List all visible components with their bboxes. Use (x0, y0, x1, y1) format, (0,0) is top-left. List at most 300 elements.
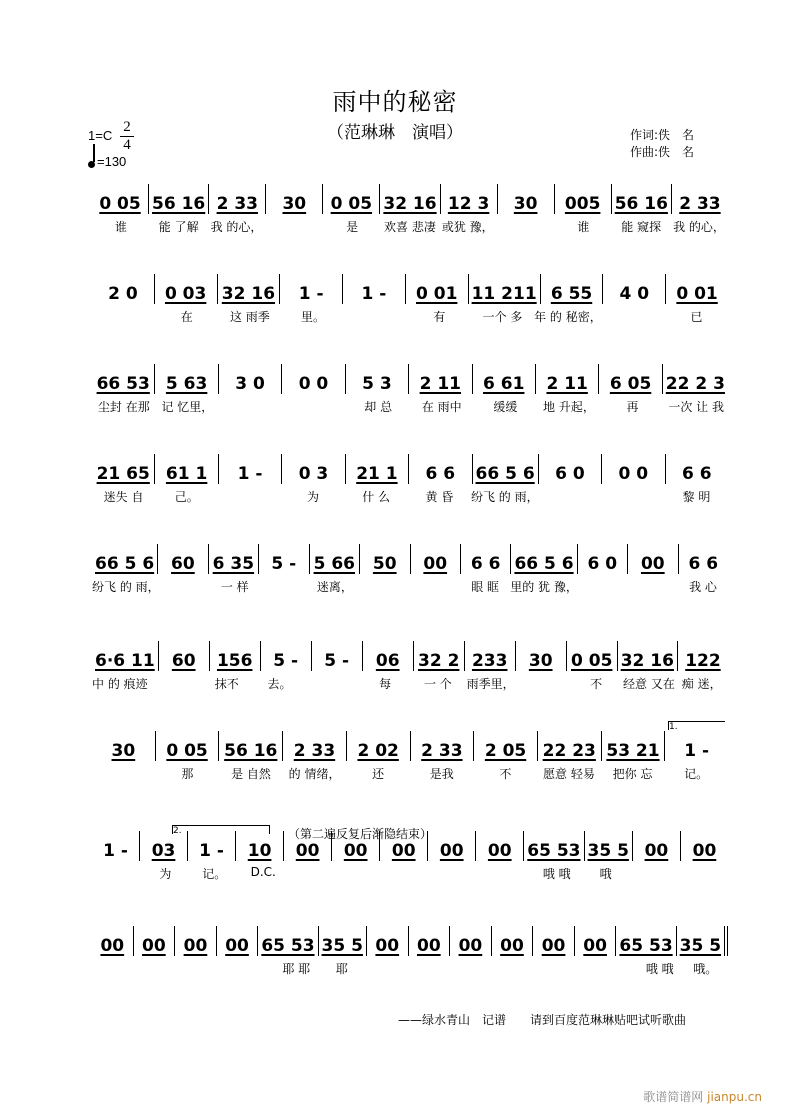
measure (665, 274, 728, 304)
measure-lyrics: 记。 (684, 767, 709, 781)
lyrics-line (92, 765, 728, 782)
measure-notes: 22 2 3 (665, 374, 725, 394)
measure (208, 544, 258, 574)
notes-line (92, 635, 728, 671)
measure-notes: 56 16 (224, 741, 278, 761)
measure-notes: 00 (541, 936, 566, 956)
measure (615, 926, 675, 956)
measure-lyrics: 年 的 秘密， (534, 310, 602, 324)
score-row (92, 538, 728, 598)
measure-notes: 6 0 (587, 554, 618, 574)
measure (464, 641, 515, 671)
measure-lyrics: 愿意 轻易 (543, 767, 595, 781)
measure-lyrics: 有 (433, 310, 446, 324)
composer: 作曲:佚 名 (630, 145, 695, 159)
measure-notes: 2 11 (419, 374, 462, 394)
measure-lyrics (628, 578, 678, 595)
measure (257, 926, 317, 956)
measure-notes: 4 0 (619, 284, 650, 304)
measure-notes: 61 1 (165, 464, 208, 484)
measure (602, 274, 665, 304)
measure-lyrics (92, 960, 137, 977)
measure (671, 184, 728, 214)
measure-notes: 1 - (103, 841, 128, 861)
measure (379, 184, 439, 214)
measure (154, 364, 217, 394)
measure-notes: 1 - (237, 464, 263, 484)
measure (218, 364, 281, 394)
measure-lyrics: 我 的心， (673, 220, 725, 234)
measure-notes: 21 1 (356, 464, 398, 484)
lyrics-line (92, 488, 728, 505)
measure-notes: 2 11 (546, 374, 588, 394)
measure (408, 454, 471, 484)
measure (532, 926, 574, 956)
measure (497, 184, 554, 214)
measure (265, 184, 322, 214)
quarter-note-icon (88, 161, 95, 168)
measure-lyrics: 经意 又在 (623, 677, 675, 691)
measure (601, 454, 664, 484)
measure-notes: 00 (416, 936, 441, 956)
measure-lyrics: 我 的心， (210, 220, 263, 234)
measure (92, 731, 155, 761)
measure-notes: 65 53 (619, 936, 673, 956)
measure-lyrics (630, 865, 679, 882)
measure-lyrics (455, 960, 500, 977)
song-title: 雨中的秘密 (332, 88, 458, 116)
measure-notes: 5 63 (165, 374, 208, 394)
measure-notes: 2 33 (216, 194, 258, 214)
measure-notes: 00 (225, 936, 249, 956)
measure-lyrics: 是 自然 (231, 767, 271, 781)
measure (468, 274, 540, 304)
measure-lyrics: 去。 (267, 677, 292, 691)
measure-lyrics (483, 865, 532, 882)
measure-notes: 60 (171, 554, 195, 574)
measure-lyrics: 能 了解 (158, 220, 199, 234)
measure (148, 184, 208, 214)
measure-lyrics (345, 308, 408, 325)
measure-notes: 32 16 (383, 194, 437, 214)
measure-notes: 2 05 (484, 741, 527, 761)
measure-lyrics: 记。 (202, 867, 227, 881)
lyrics-line (92, 398, 728, 415)
measure-notes: 0 05 (166, 741, 208, 761)
notes-line (92, 725, 728, 761)
measure-notes: 00 (458, 936, 483, 956)
measure-lyrics (365, 960, 410, 977)
measure-notes: 6 6 (688, 554, 719, 574)
measure-lyrics (501, 960, 546, 977)
measure-lyrics: 我 心 (689, 580, 717, 594)
measure-lyrics: 迷失 自 (103, 490, 144, 504)
measure-notes: 2 0 (108, 284, 138, 304)
measure-notes: 6 35 (212, 554, 255, 574)
measure (92, 364, 154, 394)
measure-lyrics (410, 960, 455, 977)
measure-lyrics: 抹不 (214, 677, 239, 691)
measure (598, 364, 661, 394)
measure-lyrics: 欢喜 悲凄 (384, 220, 436, 234)
measure (92, 544, 157, 574)
measure-lyrics: 每 (379, 677, 392, 691)
measure (155, 731, 219, 761)
measure-notes: 32 16 (221, 284, 276, 304)
watermark (643, 1088, 762, 1105)
measure-notes: 32 2 (418, 651, 460, 671)
measure-notes: 6·6 11 (95, 651, 155, 671)
measure-notes: 5 66 (313, 554, 355, 574)
measure-lyrics (497, 218, 555, 235)
measure-notes: 30 (111, 741, 136, 761)
measure-lyrics (160, 578, 210, 595)
measure (584, 831, 632, 861)
measure-lyrics: 哦 哦 (542, 867, 571, 881)
measure-lyrics (517, 675, 570, 692)
measure-notes: 122 (685, 651, 721, 671)
measure-lyrics: 缓缓 (493, 400, 518, 414)
measure (405, 274, 468, 304)
measure (92, 454, 154, 484)
measure (491, 926, 533, 956)
song-subtitle: （范琳琳 演唱） (327, 123, 463, 143)
measure-lyrics: 把你 忘 (612, 767, 653, 781)
measure (677, 641, 728, 671)
measure-notes: 00 (375, 936, 400, 956)
measure-lyrics: 还 (372, 767, 385, 781)
score-row (92, 825, 728, 885)
measure-notes: 00 (391, 841, 416, 861)
measure (473, 731, 537, 761)
measure-notes: 5 3 (362, 374, 392, 394)
measure (362, 641, 413, 671)
measure (174, 926, 216, 956)
notes-line (92, 448, 728, 484)
measure-notes: 56 16 (614, 194, 668, 214)
measure-lyrics (92, 308, 155, 325)
score-row (92, 358, 728, 418)
measure-lyrics: 雨季里， (466, 677, 515, 691)
measure-notes: 1 - (361, 284, 387, 304)
measure-notes: 21 65 (96, 464, 150, 484)
measure-notes: 66 5 6 (95, 554, 155, 574)
measure-notes: 66 5 6 (475, 464, 535, 484)
measure-lyrics: 不 (499, 767, 512, 781)
credits (630, 127, 694, 161)
measure (676, 926, 728, 956)
measure-lyrics: 耶 耶 (282, 962, 311, 976)
measure (475, 831, 523, 861)
measure (235, 831, 283, 861)
measure-lyrics: 在 雨中 (421, 400, 462, 414)
notes-line (92, 920, 728, 956)
measure-lyrics (592, 960, 637, 977)
measure (577, 544, 627, 574)
score-row (92, 268, 728, 328)
measure (408, 926, 450, 956)
measure-lyrics: 谁 (114, 220, 127, 234)
measure-notes: 0 05 (330, 194, 373, 214)
measure-notes: 0 03 (164, 284, 207, 304)
measure-lyrics (218, 488, 281, 505)
measure (540, 274, 603, 304)
measure-lyrics: 的 情绪， (288, 767, 341, 781)
measure (664, 731, 728, 761)
measure-lyrics: 黄 昏 (425, 490, 454, 504)
measure-notes: 00 (487, 841, 512, 861)
measure (157, 544, 207, 574)
measure-notes: 00 (100, 936, 125, 956)
measure-lyrics: 谁 (577, 220, 590, 234)
measure-lyrics (137, 960, 182, 977)
measure-notes: 35 5 (321, 936, 363, 956)
measure-lyrics: 纷飞 的 雨， (92, 580, 160, 594)
measure-lyrics: 已 (690, 310, 703, 324)
measure (342, 274, 405, 304)
measure (279, 274, 342, 304)
measure (460, 544, 510, 574)
measure-lyrics: 哦。 (693, 962, 718, 976)
measure-notes: 10 (247, 841, 272, 861)
measure-notes: 6 0 (555, 464, 585, 484)
measure (318, 926, 366, 956)
measure (92, 184, 148, 214)
measure-notes: 0 05 (99, 194, 141, 214)
measure-notes: 00 (183, 936, 208, 956)
measure-notes: 233 (471, 651, 508, 671)
measure (472, 454, 538, 484)
key-signature: 1=C (88, 128, 113, 143)
measure-lyrics: 地 升起， (543, 400, 595, 414)
measure (410, 544, 460, 574)
measure (92, 641, 158, 671)
measure-lyrics: 里。 (301, 310, 326, 324)
measure (218, 731, 282, 761)
measure (154, 454, 217, 484)
measure (627, 544, 677, 574)
lyrics-line (92, 865, 728, 882)
measure (133, 926, 175, 956)
measure-notes: 0 01 (676, 284, 718, 304)
measure (537, 731, 601, 761)
measure-lyrics: 痴 迷， (681, 677, 722, 691)
measure-notes: 32 16 (620, 651, 674, 671)
lyrics-line (92, 960, 728, 977)
measure-lyrics: 一个 多 (482, 310, 523, 324)
score-row (92, 448, 728, 508)
measure-lyrics (337, 865, 386, 882)
time-signature-top: 2 (123, 119, 131, 135)
notes-line (92, 358, 728, 394)
measure-lyrics: 耶 (335, 962, 348, 976)
measure (617, 641, 677, 671)
measure-lyrics: 中 的 痕迹 (92, 677, 148, 691)
measure (410, 731, 474, 761)
measure (187, 831, 235, 861)
measure-lyrics: 为 (307, 490, 320, 504)
measure (523, 831, 583, 861)
measure-lyrics: 黎 明 (682, 490, 711, 504)
measure-lyrics: 再 (626, 400, 639, 414)
measure-notes: 60 (171, 651, 196, 671)
measure-lyrics: 什 么 (362, 490, 391, 504)
measure-notes: 53 21 (606, 741, 660, 761)
measure-notes: 0 01 (416, 284, 458, 304)
measure (218, 454, 281, 484)
notes-line (92, 538, 728, 574)
measure-notes: 2 33 (293, 741, 336, 761)
measure-notes: 1 - (684, 741, 710, 761)
measure (632, 831, 680, 861)
lyricist: 作词:佚 名 (630, 128, 695, 142)
measure-notes: 00 (439, 841, 464, 861)
measure (574, 926, 616, 956)
measure-lyrics (283, 398, 347, 415)
watermark-en: jianpu.cn (707, 1090, 762, 1104)
measure-notes: 00 (644, 841, 669, 861)
measure-notes: 30 (528, 651, 553, 671)
measure-notes: 50 (372, 554, 397, 574)
measure-notes: 00 (423, 554, 448, 574)
measure-notes: 00 (500, 936, 524, 956)
measure-notes: 1 - (199, 841, 224, 861)
measure (665, 454, 728, 484)
measure-lyrics: 记 忆里， (161, 400, 214, 414)
measure (158, 641, 209, 671)
measure-lyrics: 或犹 豫， (441, 220, 494, 234)
measure (92, 831, 139, 861)
measure-notes: 2 33 (679, 194, 721, 214)
measure-lyrics (92, 865, 141, 882)
measure-notes: 00 (692, 841, 717, 861)
measure (359, 544, 409, 574)
measure-notes: 35 5 (679, 936, 722, 956)
measure-lyrics: 这 雨季 (229, 310, 270, 324)
measure-notes: 6 6 (425, 464, 456, 484)
measure (345, 454, 408, 484)
measure-lyrics (228, 960, 273, 977)
measure (208, 184, 265, 214)
measure (601, 731, 665, 761)
measure-notes: 00 (640, 554, 665, 574)
measure-notes: 56 16 (152, 194, 206, 214)
measure-notes: 00 (343, 841, 368, 861)
measure (472, 364, 535, 394)
measure-lyrics: D.C. (250, 865, 276, 879)
measure-lyrics: 是 (346, 220, 359, 234)
measure (515, 641, 566, 671)
notes-line (92, 178, 728, 214)
measure-lyrics (602, 308, 665, 325)
measure (258, 544, 308, 574)
measure-notes: 0 0 (618, 464, 649, 484)
measure (611, 184, 671, 214)
measure-notes: 6 6 (470, 554, 501, 574)
measure-notes: 6 05 (609, 374, 652, 394)
tempo-marking (88, 148, 126, 169)
measure-lyrics (183, 960, 228, 977)
lyrics-line (92, 578, 728, 595)
measure-notes: 65 53 (261, 936, 315, 956)
measure-notes: 0 3 (298, 464, 329, 484)
measure (345, 364, 408, 394)
measure-lyrics (410, 578, 460, 595)
lyrics-line (92, 308, 728, 325)
measure (282, 731, 346, 761)
measure (408, 364, 471, 394)
measure-notes: 5 - (271, 554, 297, 574)
measure-notes: 156 (216, 651, 253, 671)
measure-lyrics (288, 865, 337, 882)
measure-lyrics: 己。 (174, 490, 199, 504)
measure-lyrics: 哦 (599, 867, 612, 881)
score-row (92, 920, 728, 980)
measure-notes: 6 55 (550, 284, 593, 304)
measure-notes: 03 (151, 841, 176, 861)
measure-lyrics (265, 218, 323, 235)
notes-line (92, 268, 728, 304)
measure-notes: 1 - (298, 284, 324, 304)
measure (449, 926, 491, 956)
performance-note: （第二遍反复后渐隐结束） (288, 827, 433, 841)
measure-lyrics: 那 (181, 767, 194, 781)
measure (366, 926, 408, 956)
tempo-value: =130 (97, 154, 127, 169)
measure-notes: 005 (564, 194, 601, 214)
measure-lyrics: 一 个 (423, 677, 452, 691)
measure-lyrics (539, 488, 602, 505)
measure-lyrics: 里的 犹 豫， (510, 580, 578, 594)
measure-notes: 5 - (273, 651, 299, 671)
measure-notes: 06 (375, 651, 400, 671)
measure-lyrics: 纷飞 的 雨， (470, 490, 539, 504)
measure (281, 364, 344, 394)
measure-lyrics: 能 窥探 (621, 220, 662, 234)
measure (554, 184, 611, 214)
measure (260, 641, 311, 671)
measure-notes: 5 - (324, 651, 350, 671)
measure-notes: 11 211 (471, 284, 537, 304)
measure-notes: 6 61 (483, 374, 525, 394)
measure-lyrics (602, 488, 665, 505)
lyrics-line (92, 218, 728, 235)
measure-lyrics: 哦 哦 (645, 962, 674, 976)
measure-lyrics (360, 578, 410, 595)
measure-notes: 22 23 (542, 741, 596, 761)
measure-lyrics: 不 (590, 677, 603, 691)
measure-lyrics (546, 960, 591, 977)
measure-notes: 3 0 (235, 374, 265, 394)
measure (535, 364, 598, 394)
measure-lyrics (386, 865, 435, 882)
measure (566, 641, 617, 671)
measure (413, 641, 464, 671)
measure-notes: 00 (142, 936, 166, 956)
measure (281, 454, 344, 484)
measure-lyrics: 在 (180, 310, 193, 324)
measure (346, 731, 410, 761)
measure-notes: 2 33 (421, 741, 463, 761)
measure-lyrics (578, 578, 628, 595)
measure-notes: 2 02 (357, 741, 399, 761)
measure-notes: 00 (583, 936, 607, 956)
measure-lyrics: 尘封 在那 (97, 400, 150, 414)
measure (510, 544, 576, 574)
first-ending-bracket: 1. (668, 721, 725, 730)
score-row (92, 722, 728, 785)
measure-lyrics (92, 765, 156, 782)
